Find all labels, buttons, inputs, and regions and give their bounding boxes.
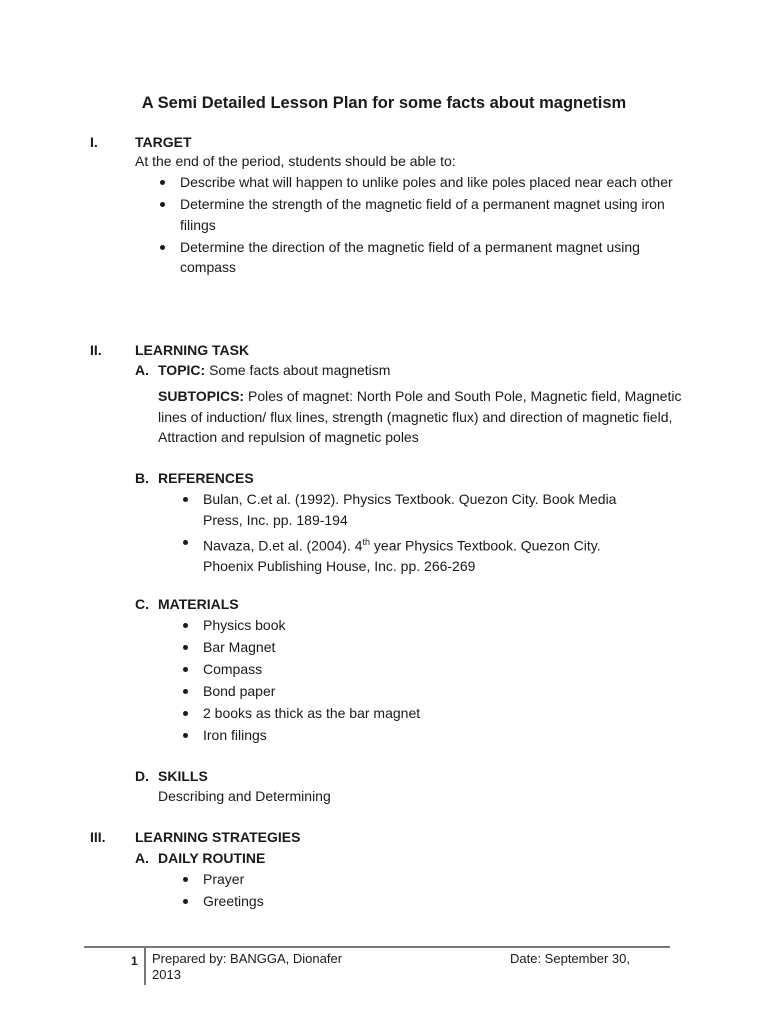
list-item: Iron filings: [181, 725, 651, 746]
section-numeral-target: I.: [90, 134, 98, 150]
list-item: Navaza, D.et al. (2004). 4th year Physics Textbook. Quezon City. Phoenix Publishing House, Inc. pp. 266-269: [181, 532, 651, 577]
bullet-icon: [183, 540, 188, 545]
bullet-icon: [183, 877, 188, 882]
references-letter: B.: [135, 470, 149, 486]
references-list: [181, 489, 651, 578]
bullet-icon: [160, 202, 165, 207]
daily-routine-list: [181, 869, 651, 913]
list-item: Describe what will happen to unlike poles and like poles placed near each other: [158, 172, 688, 193]
bullet-icon: [183, 733, 188, 738]
daily-routine-heading: DAILY ROUTINE: [158, 850, 266, 866]
topic-label: TOPIC:: [158, 362, 206, 378]
skills-value: Describing and Determining: [158, 788, 331, 804]
section-numeral-learning-strategies: III.: [90, 829, 106, 845]
footer-prepared-by: Prepared by: BANGGA, Dionafer 2013: [152, 951, 343, 982]
bullet-icon: [183, 623, 188, 628]
section-heading-learning-task: LEARNING TASK: [135, 342, 250, 358]
section-heading-target: TARGET: [135, 134, 192, 150]
document-title: A Semi Detailed Lesson Plan for some facts about magnetism: [141, 94, 627, 112]
skills-letter: D.: [135, 768, 149, 784]
bullet-icon: [183, 689, 188, 694]
bullet-icon: [183, 667, 188, 672]
list-item: Bar Magnet: [181, 637, 651, 658]
daily-routine-letter: A.: [135, 850, 149, 866]
materials-letter: C.: [135, 596, 149, 612]
bullet-icon: [183, 645, 188, 650]
list-item: Greetings: [181, 891, 651, 912]
page-number: 1: [131, 954, 138, 968]
list-item: Compass: [181, 659, 651, 680]
section-numeral-learning-task: II.: [90, 342, 102, 358]
target-intro: At the end of the period, students should be able to:: [135, 153, 456, 169]
list-item: Determine the direction of the magnetic field of a permanent magnet using compass: [158, 237, 688, 278]
bullet-icon: [160, 180, 165, 185]
subtopics-paragraph: [158, 386, 683, 448]
list-item: 2 books as thick as the bar magnet: [181, 703, 651, 724]
subtopics-value: Poles of magnet: North Pole and South Pole, Magnetic field, Magnetic lines of induction/ flux lines, strength (magnetic flux) and direction of magnetic field, Attraction and repulsion of magnetic poles: [158, 388, 682, 445]
list-item: Bulan, C.et al. (1992). Physics Textbook. Quezon City. Book Media Press, Inc. pp. 189-194: [181, 489, 651, 530]
topic-value: Some facts about magnetism: [209, 362, 391, 378]
topic-line: [158, 360, 390, 381]
list-item: Determine the strength of the magnetic field of a permanent magnet using iron filings: [158, 194, 688, 235]
list-item: Prayer: [181, 869, 651, 890]
topic-letter: A.: [135, 362, 149, 378]
bullet-icon: [183, 711, 188, 716]
bullet-icon: [183, 899, 188, 904]
footer-date: Date: September 30,: [510, 951, 630, 966]
objectives-list: [158, 172, 688, 279]
footer-divider: [84, 946, 670, 948]
subtopics-label: SUBTOPICS:: [158, 388, 245, 404]
materials-list: [181, 615, 651, 747]
list-item: Bond paper: [181, 681, 651, 702]
section-heading-learning-strategies: LEARNING STRATEGIES: [135, 829, 301, 845]
footer-separator: [144, 947, 146, 985]
references-heading: REFERENCES: [158, 470, 254, 486]
bullet-icon: [160, 245, 165, 250]
materials-heading: MATERIALS: [158, 596, 239, 612]
bullet-icon: [183, 497, 188, 502]
list-item: Physics book: [181, 615, 651, 636]
skills-heading: SKILLS: [158, 768, 208, 784]
